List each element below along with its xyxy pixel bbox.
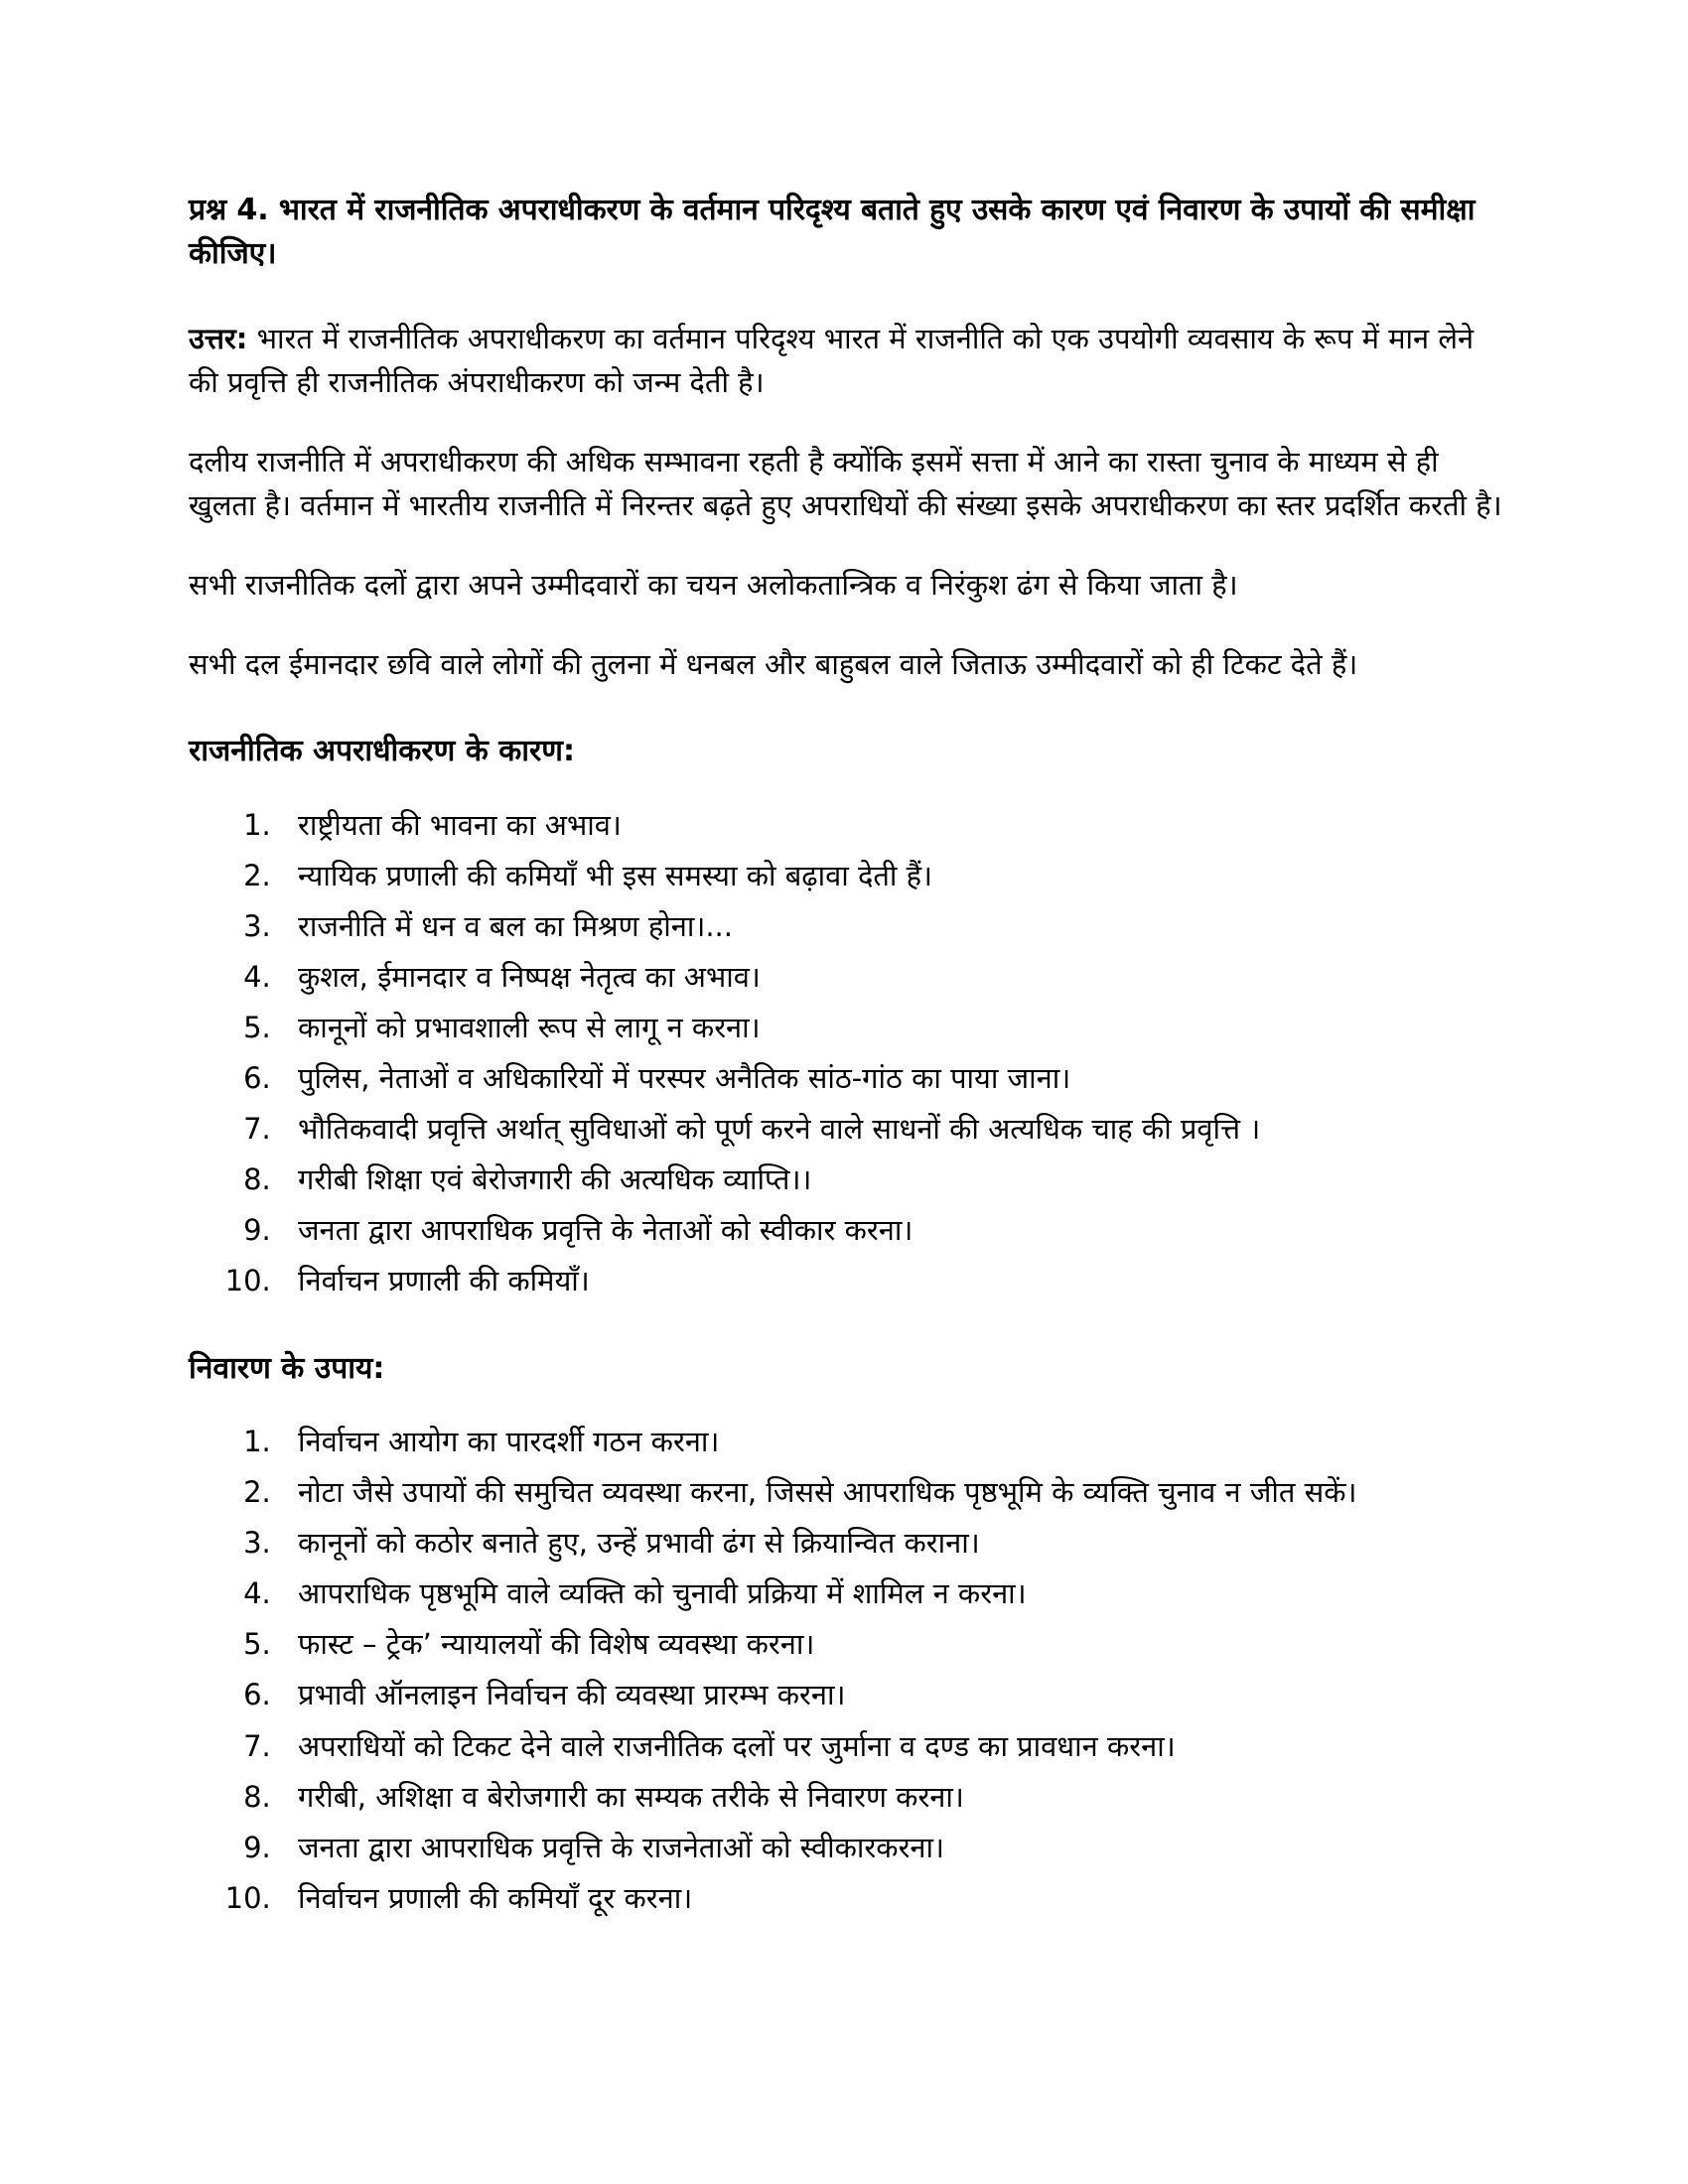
list-item: 6. पुलिस, नेताओं व अधिकारियों में परस्पर अनैतिक सांठ-गांठ का पाया जाना। [280,1056,1509,1100]
list-item: 4. आपराधिक पृष्ठभूमि वाले व्यक्ति को चुनावी प्रक्रिया में शामिल न करना। [280,1571,1509,1615]
list-item: 10. निर्वाचन प्रणाली की कमियाँ। [280,1259,1509,1302]
list-item: 10. निर्वाचन प्रणाली की कमियाँ दूर करना। [280,1876,1509,1920]
list-item: 2. नोटा जैसे उपायों की समुचित व्यवस्था करना, जिससे आपराधिक पृष्ठभूमि के व्यक्ति चुनाव न जीत सकें। [280,1470,1509,1514]
remedies-list-block [189,1420,1509,1920]
list-item: 8. गरीबी शिक्षा एवं बेरोजगारी की अत्यधिक व्याप्ति।। [280,1158,1509,1201]
answer-paragraph [189,317,1509,404]
list-item: 5. कानूनों को प्रभावशाली रूप से लागू न करना। [280,1006,1509,1049]
list-item: 3. राजनीति में धन व बल का मिश्रण होना।... [280,904,1509,948]
list-item: 1. निर्वाचन आयोग का पारदर्शी गठन करना। [280,1420,1509,1463]
list-item: 8. गरीबी, अशिक्षा व बेरोजगारी का सम्यक तरीके से निवारण करना। [280,1775,1509,1819]
list-item: 7. भौतिकवादी प्रवृत्ति अर्थात् सुविधाओं को पूर्ण करने वाले साधनों की अत्यधिक चाह की प्रवृत्ति । [280,1107,1509,1151]
list-item: 3. कानूनों को कठोर बनाते हुए, उन्हें प्रभावी ढंग से क्रियान्वित कराना। [280,1521,1509,1565]
list-item: 1. राष्ट्रीयता की भावना का अभाव। [280,803,1509,847]
causes-list-block [189,803,1509,1303]
body-paragraph-1: दलीय राजनीति में अपराधीकरण की अधिक सम्भावना रहती है क्योंकि इसमें सत्ता में आने का रास्ता चुनाव के माध्यम से ही खुलता है। वर्तमान में भारतीय राजनीति में निरन्तर बढ़ते हुए अपराधियों की संख्या इसके अपराधीकरण का स्तर प्रदर्शित करती है। [189,444,1502,523]
answer-intro-text: भारत में राजनीतिक अपराधीकरण का वर्तमान परिदृश्य भारत में राजनीति को एक उपयोगी व्यवसाय के रूप में मान लेने की प्रवृत्ति ही राजनीतिक अंपराधीकरण को जन्म देती है। [189,321,1475,399]
answer-label: उत्तर: [189,321,248,355]
list-item: 5. फास्ट – ट्रेक’ न्यायालयों की विशेष व्यवस्था करना। [280,1622,1509,1666]
list-item: 9. जनता द्वारा आपराधिक प्रवृत्ति के राजनेताओं को स्वीकारकरना। [280,1826,1509,1869]
remedies-section-heading: निवारण के उपाय: [189,1350,385,1386]
document-content [189,189,1509,1920]
list-item: 6. प्रभावी ऑनलाइन निर्वाचन की व्यवस्था प्रारम्भ करना। [280,1673,1509,1716]
remedies-list [189,1420,1509,1920]
question-heading: प्रश्न 4. भारत में राजनीतिक अपराधीकरण के वर्तमान परिदृश्य बताते हुए उसके कारण एवं निवारण के उपायों की समीक्षा कीजिए। [189,193,1476,272]
list-item: 7. अपराधियों को टिकट देने वाले राजनीतिक दलों पर जुर्माना व दण्ड का प्रावधान करना। [280,1724,1509,1768]
causes-list [189,803,1509,1303]
body-paragraph-2: सभी राजनीतिक दलों द्वारा अपने उम्मीदवारों का चयन अलोकतान्त्रिक व निरंकुश ढंग से किया जाता है। [189,568,1238,603]
list-item: 9. जनता द्वारा आपराधिक प्रवृत्ति के नेताओं को स्वीकार करना। [280,1208,1509,1252]
causes-section-heading: राजनीतिक अपराधीकरण के कारण: [189,734,575,769]
body-paragraph-3: सभी दल ईमानदार छवि वाले लोगों की तुलना में धनबल और बाहुबल वाले जिताऊ उम्मीदवारों को ही टिकट देते हैं। [189,647,1358,682]
list-item: 2. न्यायिक प्रणाली की कमियाँ भी इस समस्या को बढ़ावा देती हैं। [280,854,1509,897]
list-item: 4. कुशल, ईमानदार व निष्पक्ष नेतृत्व का अभाव। [280,955,1509,999]
